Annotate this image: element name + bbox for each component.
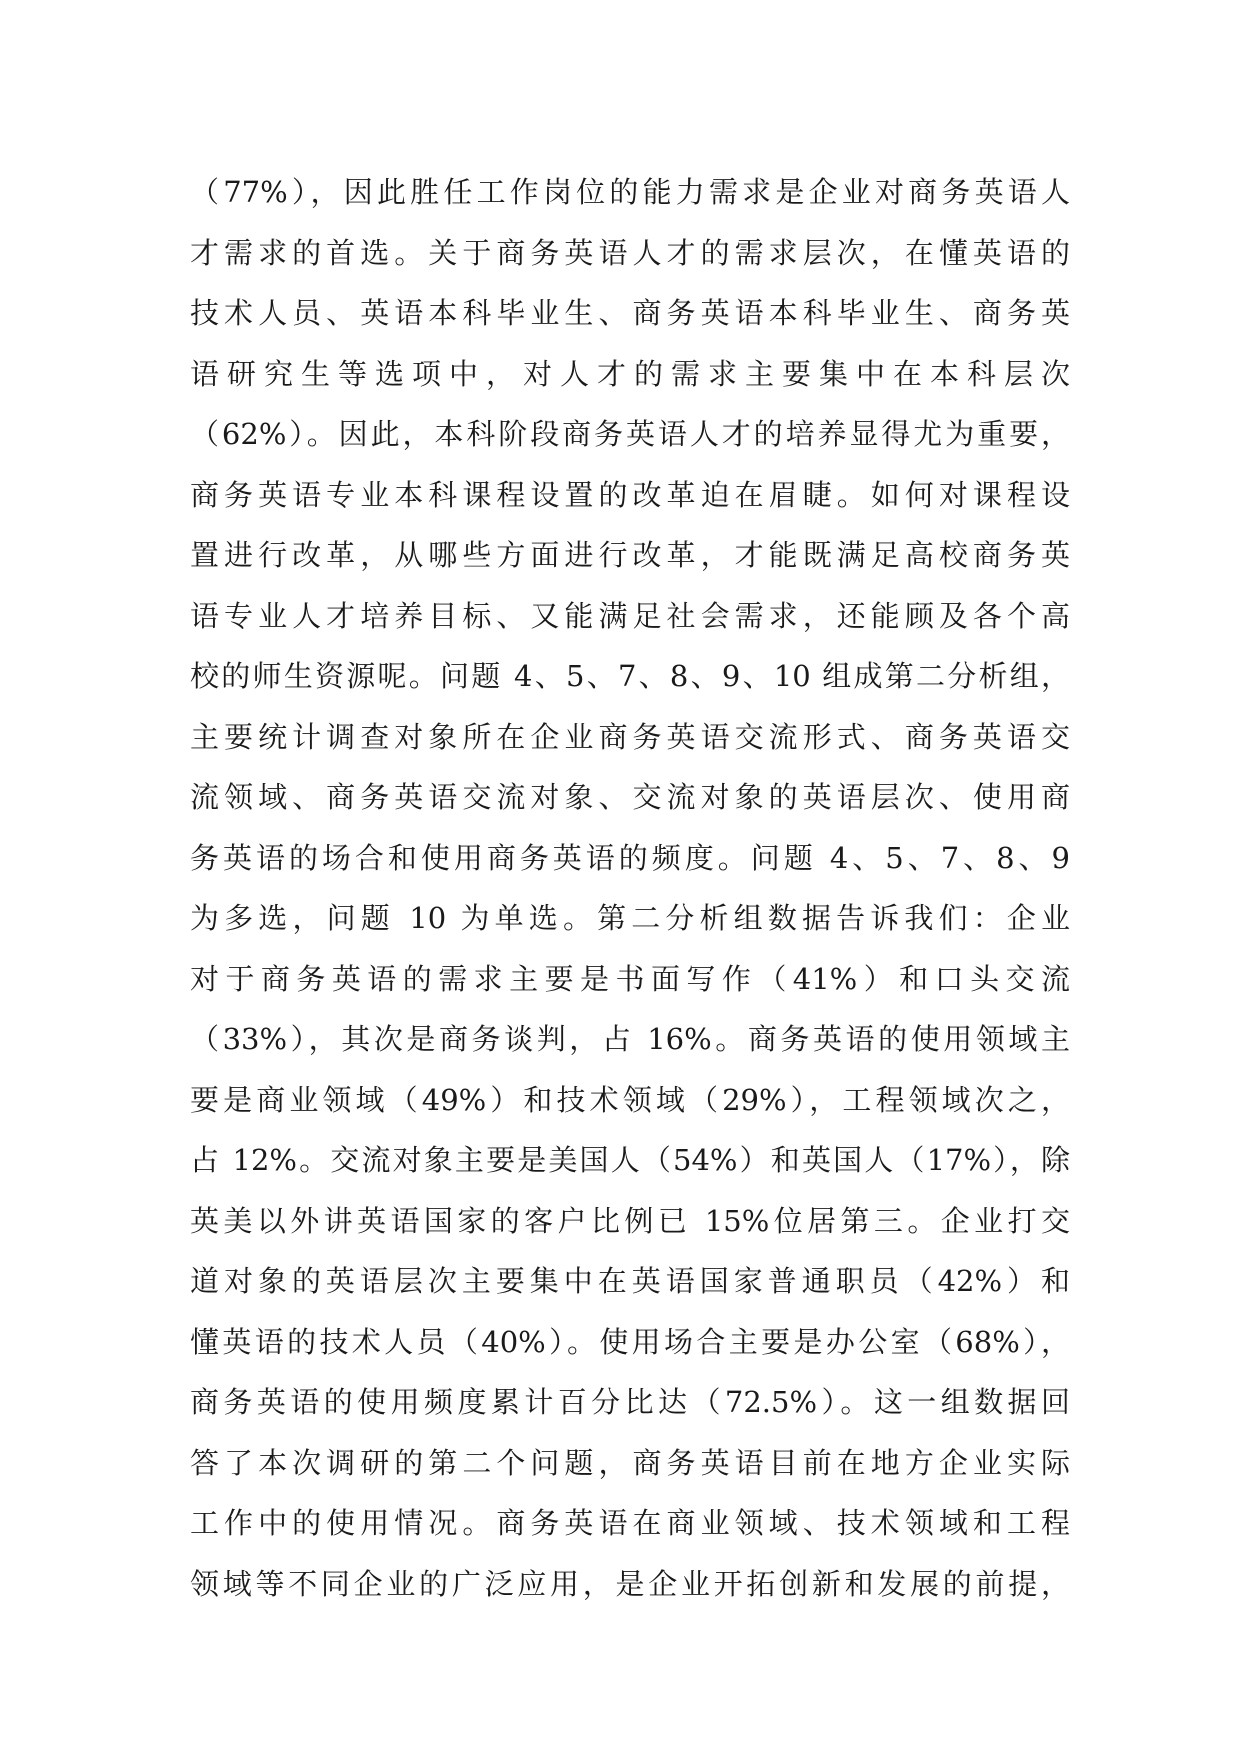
text-line: 技术人员、英语本科毕业生、商务英语本科毕业生、商务英 — [190, 296, 1070, 330]
text-line: 答了本次调研的第二个问题，商务英语目前在地方企业实际 — [190, 1445, 1070, 1480]
text-line: 语专业人才培养目标、又能满足社会需求，还能顾及各个高 — [190, 598, 1070, 633]
text-line: 领域等不同企业的广泛应用，是企业开拓创新和发展的前提， — [190, 1566, 1070, 1601]
text-line: 工作中的使用情况。商务英语在商业领域、技术领域和工程 — [190, 1506, 1070, 1540]
text-line: 英美以外讲英语国家的客户比例已 15%位居第三。企业打交 — [190, 1203, 1070, 1238]
body-text — [190, 162, 1070, 1614]
text-line: 道对象的英语层次主要集中在英语国家普通职员（42%）和 — [190, 1264, 1070, 1298]
text-line: （77%），因此胜任工作岗位的能力需求是企业对商务英语人 — [190, 175, 1070, 209]
text-line: 语研究生等选项中，对人才的需求主要集中在本科层次 — [190, 356, 1070, 391]
text-line: 商务英语专业本科课程设置的改革迫在眉睫。如何对课程设 — [190, 477, 1070, 512]
text-line: 为多选，问题 10 为单选。第二分析组数据告诉我们：企业 — [190, 901, 1070, 935]
text-line: 置进行改革，从哪些方面进行改革，才能既满足高校商务英 — [190, 538, 1070, 572]
text-line: 要是商业领域（49%）和技术领域（29%），工程领域次之， — [190, 1082, 1070, 1117]
text-line: 才需求的首选。关于商务英语人才的需求层次，在懂英语的 — [190, 235, 1070, 270]
text-line: 流领域、商务英语交流对象、交流对象的英语层次、使用商 — [190, 780, 1070, 814]
text-line: （33%），其次是商务谈判，占 16%。商务英语的使用领域主 — [190, 1022, 1070, 1056]
text-line: 对于商务英语的需求主要是书面写作（41%）和口头交流 — [190, 961, 1070, 996]
text-line: 主要统计调查对象所在企业商务英语交流形式、商务英语交 — [190, 719, 1070, 754]
text-line: （62%）。因此，本科阶段商务英语人才的培养显得尤为重要， — [190, 417, 1070, 451]
text-line: 商务英语的使用频度累计百分比达（72.5%）。这一组数据回 — [190, 1385, 1070, 1419]
text-line: 懂英语的技术人员（40%）。使用场合主要是办公室（68%）， — [190, 1324, 1070, 1359]
text-line: 校的师生资源呢。问题 4、5、7、8、9、10 组成第二分析组， — [190, 659, 1070, 693]
text-line: 占 12%。交流对象主要是美国人（54%）和英国人（17%），除 — [190, 1143, 1070, 1177]
text-line: 务英语的场合和使用商务英语的频度。问题 4、5、7、8、9 — [190, 840, 1070, 875]
